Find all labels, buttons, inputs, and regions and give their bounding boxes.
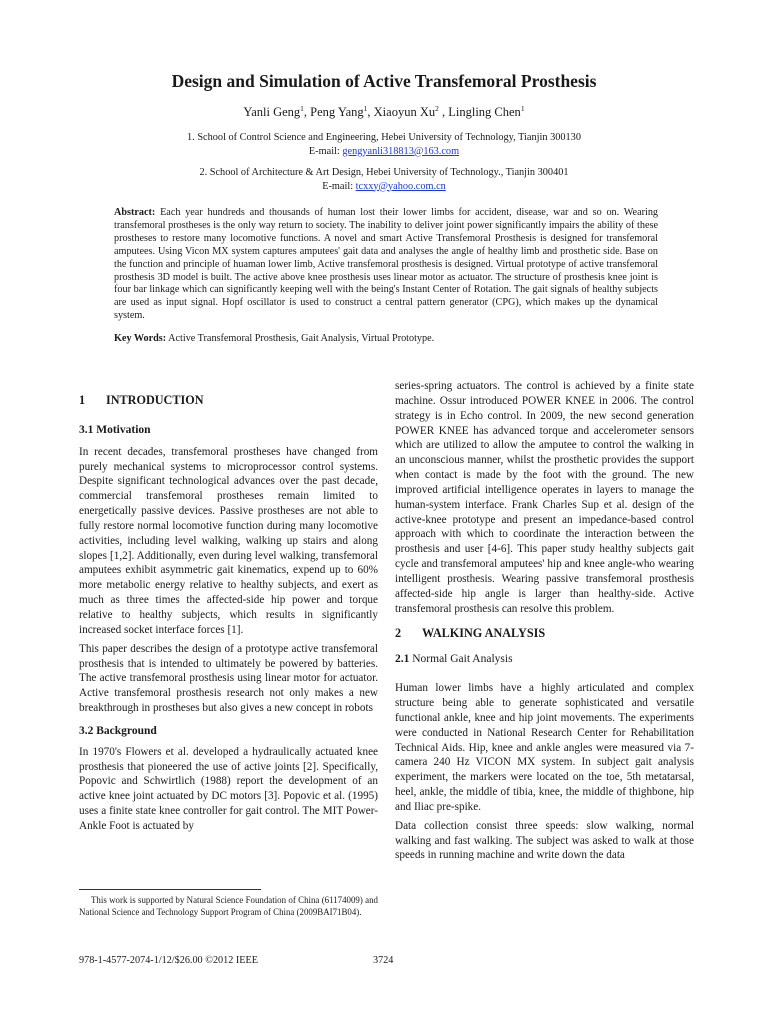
email-link[interactable]: tcxxy@yahoo.com.cn xyxy=(355,180,446,192)
subsection-heading-background: 3.2 Background xyxy=(79,724,157,737)
paragraph: This paper describes the design of a prototype active transfemoral prosthesis that is intended to ultimately be powered by batteries. The active transfemoral prosthesis using linear motor for actuator. Active transfemoral prosthesis research not only makes a new breakthrough in prostheses but also gives a new concept in robots xyxy=(79,642,378,715)
subsection-number: 2.1 xyxy=(395,653,410,666)
isbn-copyright: 978-1-4577-2074-1/12/$26.00 ©2012 IEEE xyxy=(79,955,258,966)
author-affil-mark: 2 xyxy=(435,104,439,113)
section-number: 2 xyxy=(395,625,402,640)
author-name: Peng Yang xyxy=(310,105,364,120)
subsection-heading-motivation: 3.1 Motivation xyxy=(79,423,151,436)
right-column xyxy=(395,379,694,867)
abstract xyxy=(114,207,658,323)
affiliation-text: 2. School of Architecture & Art Design, Hebei University of Technology., Tianjin 300401 xyxy=(199,167,569,178)
affiliation-email-line: E-mail: gengyanli318813@163.com xyxy=(308,145,460,157)
paragraph: Data collection consist three speeds: slow walking, normal walking and fast walking. The subject was asked to walk at those speeds in running machine and write down the data xyxy=(395,819,694,862)
section-heading-introduction xyxy=(79,393,378,408)
section-number: 1 xyxy=(79,393,86,407)
keywords xyxy=(114,333,658,344)
abstract-text: Each year hundreds and thousands of human lost their lower limbs for accident, disease, war and so on. Wearing transfemoral prostheses is the only way return to society. The inability to deliver joint power significantly impairs the ability of these prostheses to restore many locomotive functions. A novel and smart Active Transfemoral Prosthesis is designed for transfemoral amputees. Using Vicon MX system captures amputees' gait data and analyses the angle of healthy limb and prosthetic side. Base on the function and principle of huaman lower limb, Active transfemoral prosthesis is designed. Virtual prototype of active transfemoral prosthesis 3D model is built. The active above knee prosthesis uses linear motor as actuator. The structure of prosthesis knee joint is four bar linkage which can significantly keeping well with the being's Instant Center of Rotation. The gait signals of healthy subjects are used as input signal. Hopf oscillator is used to construct a central pattern generator (CPG), which makes up the dynamical system. xyxy=(114,207,659,322)
footnote-text: This work is supported by Natural Science Foundation of China (61174009) and National Science and Technology Support Program of China (2009BAI71B04). xyxy=(79,895,378,917)
keywords-text: Active Transfemoral Prosthesis, Gait Analysis, Virtual Prototype. xyxy=(168,333,435,344)
abstract-label: Abstract: xyxy=(114,207,156,218)
author-list: Yanli Geng$^1$, Peng Yang$^1$, Xiaoyun Xu$^2$ , Lingling Chen$^1$ xyxy=(243,104,525,120)
author-name: Lingling Chen xyxy=(448,105,521,120)
paragraph: series-spring actuators. The control is achieved by a finite state machine. Ossur introduced POWER KNEE in 2006. The control strategy is in Echo control. In 2009, the new second generation POWER KNEE has advanced torque and accelerometer sensors which are utilized to allow the amputee to control the walking in an unconscious manner, whilst the prosthetic provides the support when contact is made by the foot with the ground. The new improved artificial intelligence operates in layers to manage the human-system interface. Frank Charles Sup et al. design of the active-knee prototype and present an impedance-based control approach with which to coordinate the interaction between the prosthesis and user [4-6]. This paper study healthy subjects gait cycle and transfemoral amputees' hip and knee angle-who wearing intelligent prosthesis. Wearing passive transfemoral prosthesis affected-side hip angle is larger than healthy-side. Active transfemoral prosthesis can resolve this problem. xyxy=(395,380,694,615)
author-name: Xiaoyun Xu xyxy=(373,105,436,120)
left-column xyxy=(79,393,378,838)
page-number: 3724 xyxy=(373,955,394,966)
author-name: Yanli Geng xyxy=(243,105,301,120)
author-affil-mark: 1 xyxy=(300,104,304,113)
paragraph: In 1970's Flowers et al. developed a hydraulically actuated knee prosthesis that pioneered the use of active joints [2]. Specifically, Popovic and Schwirtlich (1988) report the development of an active knee joint actuated by DC motors [3]. Popovic et al. (1995) uses a finite state knee controller for gait control. The MIT Power-Ankle Foot is actuated by xyxy=(79,745,378,832)
affiliation-1 xyxy=(0,131,768,158)
footnote-divider xyxy=(79,889,261,890)
footnote xyxy=(79,894,378,918)
section-heading-walking-analysis xyxy=(395,626,694,641)
section-title: WALKING ANALYSIS xyxy=(422,625,546,640)
paragraph: In recent decades, transfemoral prostheses have changed from purely mechanical systems to microprocessor control systems. Despite significant technological advances over the past decade, commercial transfemoral prostheses remain limited to energetically passive devices. Passive prostheses are not able to fully restore normal locomotive function during many locomotive activities, including level walking, walking up stairs and along slopes [1,2]. Additionally, even during level walking, transfemoral amputees exhibit asymmetric gait kinematics, expend up to 60% more metabolic energy relative to healthy subjects, and exert as much as three times the affected-side hip power and torque relative to healthy subjects, which results in significantly increased socket interface forces [1]. xyxy=(79,445,378,636)
paragraph: Human lower limbs have a highly articulated and complex structure being able to generate sophisticated and versatile functional ankle, knee and hip joint movements. The experiments were conducted in National Research Center for Rehabilitation Technical Aids. Hip, knee and ankle angles were measured via 7-camera 240 Hz VICON MX system. In subject gait analysis experiment, the markers were located on the toe, 5th metatarsal, heel, ankle, the middle of tibia, knee, the middle of thighbone, hip and Iliac pre-spike. xyxy=(395,682,694,813)
author-affil-mark: 1 xyxy=(520,104,525,113)
affiliation-text: 1. School of Control Science and Engineering, Hebei University of Technology, Tianjin 300130 xyxy=(187,132,581,143)
paper-title: Design and Simulation of Active Transfemoral Prosthesis xyxy=(171,71,597,91)
keywords-label: Key Words: xyxy=(114,333,167,344)
section-title: INTRODUCTION xyxy=(106,393,204,407)
affiliation-2 xyxy=(0,166,768,193)
author-affil-mark: 1 xyxy=(363,104,368,113)
affiliation-email-line: E-mail: tcxxy@yahoo.com.cn xyxy=(322,180,446,192)
email-link[interactable]: gengyanli318813@163.com xyxy=(342,145,460,157)
subsection-title: Normal Gait Analysis xyxy=(409,653,513,666)
subsection-heading-normal-gait xyxy=(395,652,694,667)
